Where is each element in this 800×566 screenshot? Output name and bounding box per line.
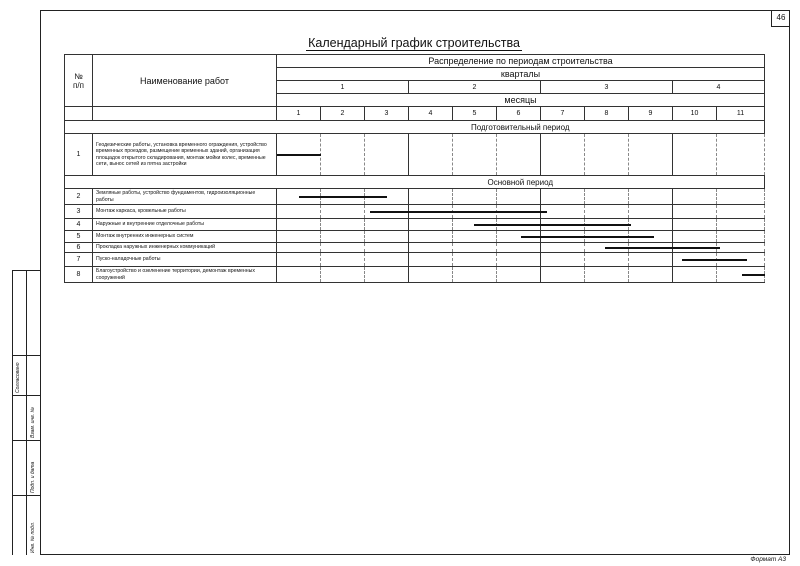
- month-slot: [497, 205, 541, 219]
- row-number: 6: [65, 243, 93, 253]
- month-cell: 2: [321, 107, 365, 121]
- row-number: 2: [65, 189, 93, 205]
- side-label-sign-date: Подп. и дата: [30, 461, 36, 493]
- month-slot: [673, 231, 717, 243]
- month-slot: [409, 219, 453, 231]
- month-slot: [497, 243, 541, 253]
- month-slot: [277, 267, 321, 283]
- section-row: [65, 121, 765, 134]
- table-row: [65, 231, 765, 243]
- month-slot: [629, 134, 673, 176]
- work-name: Пуско-наладочные работы: [93, 253, 277, 267]
- page-title: Календарный график строительства: [308, 36, 520, 50]
- month-slot: [717, 243, 765, 253]
- month-slot: [629, 253, 673, 267]
- side-label-agreed: Согласовано: [15, 362, 21, 393]
- month-slot: [673, 205, 717, 219]
- col-num-header: № п/п: [65, 55, 93, 107]
- month-slot: [717, 219, 765, 231]
- month-slot: [409, 267, 453, 283]
- month-slot: [541, 253, 585, 267]
- month-slot: [365, 134, 409, 176]
- month-slot: [453, 205, 497, 219]
- month-slot: [673, 267, 717, 283]
- month-slot: [585, 243, 629, 253]
- month-cell: 6: [497, 107, 541, 121]
- month-slot: [629, 189, 673, 205]
- row-number: 8: [65, 267, 93, 283]
- quarters-header: кварталы: [277, 68, 765, 81]
- month-slot: [365, 219, 409, 231]
- month-slot: [409, 205, 453, 219]
- month-slot: [497, 219, 541, 231]
- month-slot: [541, 189, 585, 205]
- month-slot: [673, 134, 717, 176]
- table-row: [65, 253, 765, 267]
- section-title: Подготовительный период: [277, 121, 765, 134]
- month-slot: [585, 189, 629, 205]
- month-slot: [277, 189, 321, 205]
- month-slot: [629, 205, 673, 219]
- month-slot: [321, 243, 365, 253]
- col-name-header: Наименование работ: [93, 55, 277, 107]
- month-slot: [277, 243, 321, 253]
- row-number: 1: [65, 134, 93, 176]
- month-slot: [365, 267, 409, 283]
- month-slot: [497, 134, 541, 176]
- month-slot: [321, 267, 365, 283]
- month-slot: [717, 189, 765, 205]
- month-slot: [717, 253, 765, 267]
- month-slot: [673, 189, 717, 205]
- month-cell: 8: [585, 107, 629, 121]
- month-slot: [321, 253, 365, 267]
- side-stamp-strip: [12, 270, 40, 555]
- month-slot: [717, 134, 765, 176]
- month-slot: [717, 267, 765, 283]
- side-label-inv-orig: Инв. № подл.: [30, 521, 36, 553]
- month-slot: [541, 205, 585, 219]
- month-slot: [365, 253, 409, 267]
- month-slot: [277, 219, 321, 231]
- month-slot: [365, 231, 409, 243]
- month-slot: [497, 189, 541, 205]
- table-row: [65, 205, 765, 219]
- quarter-cell: 1: [277, 81, 409, 94]
- month-slot: [321, 231, 365, 243]
- work-name: Монтаж внутренних инженерных систем: [93, 231, 277, 243]
- month-slot: [277, 253, 321, 267]
- month-cell: 7: [541, 107, 585, 121]
- quarter-cell: 2: [409, 81, 541, 94]
- month-slot: [497, 231, 541, 243]
- month-slot: [453, 134, 497, 176]
- month-slot: [717, 231, 765, 243]
- month-cell: 9: [629, 107, 673, 121]
- month-slot: [321, 219, 365, 231]
- section-title: Основной период: [277, 176, 765, 189]
- month-cell: 10: [673, 107, 717, 121]
- side-label-replace-inv: Взам. инв. №: [30, 407, 36, 438]
- work-name: Наружные и внутренние отделочные работы: [93, 219, 277, 231]
- month-slot: [717, 205, 765, 219]
- work-name: Геодезические работы, установка временного ограждения, устройство временных проездов, размещение временных зданий, организация площадок открытого складирования, монтаж мойки колес, временные сети, вынос сетей из пятна застройки: [93, 134, 277, 176]
- table-row: [65, 134, 765, 176]
- month-slot: [541, 134, 585, 176]
- month-cell: 11: [717, 107, 765, 121]
- row-number: 5: [65, 231, 93, 243]
- month-slot: [409, 253, 453, 267]
- schedule-table: [64, 54, 765, 283]
- month-slot: [629, 243, 673, 253]
- month-slot: [585, 219, 629, 231]
- month-slot: [453, 231, 497, 243]
- month-slot: [453, 243, 497, 253]
- month-slot: [585, 231, 629, 243]
- month-slot: [277, 205, 321, 219]
- quarter-cell: 3: [541, 81, 673, 94]
- month-slot: [497, 267, 541, 283]
- month-slot: [321, 205, 365, 219]
- section-row: [65, 176, 765, 189]
- month-slot: [409, 134, 453, 176]
- month-slot: [365, 189, 409, 205]
- work-name: Прокладка наружных инженерных коммуникаций: [93, 243, 277, 253]
- months-header: месяцы: [277, 94, 765, 107]
- month-slot: [453, 219, 497, 231]
- month-slot: [673, 243, 717, 253]
- month-slot: [409, 231, 453, 243]
- format-label: Формат А3: [750, 556, 786, 563]
- month-slot: [365, 243, 409, 253]
- month-slot: [321, 189, 365, 205]
- month-slot: [409, 189, 453, 205]
- table-row: [65, 189, 765, 205]
- month-slot: [453, 253, 497, 267]
- row-number: 3: [65, 205, 93, 219]
- page-number: 46: [771, 10, 790, 27]
- month-slot: [541, 231, 585, 243]
- month-slot: [585, 253, 629, 267]
- month-slot: [277, 231, 321, 243]
- month-cell: 3: [365, 107, 409, 121]
- table-row: [65, 243, 765, 253]
- month-slot: [673, 219, 717, 231]
- month-slot: [321, 134, 365, 176]
- month-slot: [497, 253, 541, 267]
- month-slot: [277, 134, 321, 176]
- month-slot: [541, 243, 585, 253]
- table-row: [65, 219, 765, 231]
- table-row: [65, 267, 765, 283]
- month-slot: [629, 267, 673, 283]
- work-name: Земляные работы, устройство фундаментов, гидроизоляционные работы: [93, 189, 277, 205]
- row-number: 4: [65, 219, 93, 231]
- row-number: 7: [65, 253, 93, 267]
- month-cell: 1: [277, 107, 321, 121]
- month-slot: [541, 267, 585, 283]
- month-slot: [585, 267, 629, 283]
- work-name: Благоустройство и озеленение территории, демонтаж временных сооружений: [93, 267, 277, 283]
- month-cell: 4: [409, 107, 453, 121]
- distribution-header: Распределение по периодам строительства: [277, 55, 765, 68]
- month-slot: [541, 219, 585, 231]
- month-slot: [453, 267, 497, 283]
- month-cell: 5: [453, 107, 497, 121]
- quarter-cell: 4: [673, 81, 765, 94]
- month-slot: [453, 189, 497, 205]
- month-slot: [673, 253, 717, 267]
- month-slot: [629, 219, 673, 231]
- work-name: Монтаж каркаса, кровельные работы: [93, 205, 277, 219]
- month-slot: [409, 243, 453, 253]
- month-slot: [585, 205, 629, 219]
- month-slot: [365, 205, 409, 219]
- month-slot: [629, 231, 673, 243]
- month-slot: [585, 134, 629, 176]
